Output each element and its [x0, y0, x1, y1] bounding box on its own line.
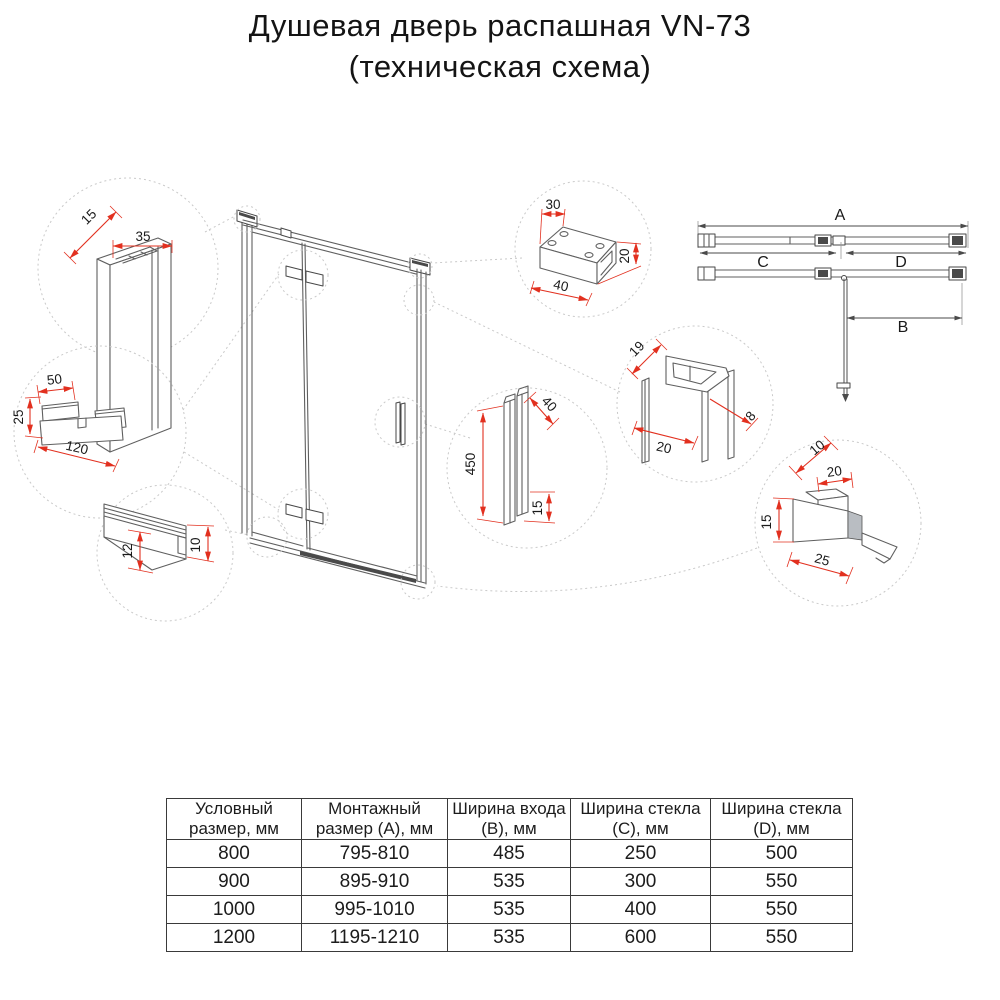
table-cell: 485	[448, 840, 571, 868]
table-cell: 550	[711, 924, 853, 952]
dim-wall-bracket-width: 30	[545, 197, 561, 212]
open-door-handle-plan	[837, 383, 850, 388]
table-cell: 400	[571, 896, 711, 924]
bottom-hinge-clamp	[286, 504, 323, 524]
dim-wall-bracket-length: 40	[552, 276, 570, 295]
plan-label-d: D	[895, 254, 907, 271]
dim-corner-clamp-tab: 20	[825, 463, 843, 481]
dim-glass-clamp-width: 50	[46, 371, 63, 388]
title-line-2: (техническая схема)	[348, 48, 652, 84]
table-header-row	[167, 799, 853, 840]
title-line-1: Душевая дверь распашная VN-73	[248, 8, 752, 43]
col-header-glass-c-width: Ширина стекла (C), мм	[571, 799, 711, 840]
table-cell: 800	[167, 840, 302, 868]
leader-lines	[183, 216, 757, 592]
plan-label-a: A	[834, 207, 846, 224]
dim-magnet-gap: 8	[742, 408, 759, 424]
table-cell: 535	[448, 896, 571, 924]
dim-corner-clamp-height: 15	[759, 514, 774, 530]
plan-view-closed	[698, 207, 968, 271]
plan-label-c: C	[757, 254, 769, 271]
table-cell: 1195-1210	[302, 924, 448, 952]
col-header-mounting-size: Монтажный размер (A), мм	[302, 799, 448, 840]
dim-bottom-profile-outer: 10	[188, 537, 203, 553]
dim-handle-depth: 40	[538, 393, 560, 415]
detail-corner-clamp	[755, 436, 921, 606]
col-header-glass-d-width: Ширина стекла (D), мм	[711, 799, 853, 840]
dim-corner-clamp-top: 10	[806, 436, 828, 459]
table-cell: 1200	[167, 924, 302, 952]
plan-label-b: B	[897, 319, 909, 336]
table-row	[167, 924, 853, 952]
top-hinge-clamp	[286, 266, 323, 286]
table-cell: 500	[711, 840, 853, 868]
detail-handle	[447, 386, 607, 548]
dim-magnet-depth: 19	[626, 338, 648, 360]
table-cell: 1000	[167, 896, 302, 924]
col-header-nominal-size: Условный размер, мм	[167, 799, 302, 840]
table-cell: 895-910	[302, 868, 448, 896]
detail-magnet-profile	[617, 326, 773, 482]
table-cell: 535	[448, 924, 571, 952]
detail-wall-bracket	[515, 181, 651, 317]
table-cell: 600	[571, 924, 711, 952]
dim-handle-width: 15	[530, 500, 545, 516]
size-table	[166, 798, 853, 952]
table-cell: 795-810	[302, 840, 448, 868]
dim-wall-profile-depth: 15	[78, 206, 100, 228]
table-row	[167, 896, 853, 924]
table-cell: 550	[711, 868, 853, 896]
table-cell: 300	[571, 868, 711, 896]
dim-corner-clamp-length: 25	[812, 550, 832, 569]
dim-bottom-profile-inner: 12	[120, 543, 135, 559]
dim-wall-bracket-height: 20	[617, 248, 632, 264]
rail-bracket-mark	[281, 228, 291, 238]
door-handle	[396, 402, 405, 445]
table-cell: 900	[167, 868, 302, 896]
plan-view-open	[698, 267, 966, 402]
dim-magnet-width: 20	[655, 438, 673, 457]
col-header-entry-width: Ширина входа (B), мм	[448, 799, 571, 840]
dim-glass-clamp-height: 25	[11, 409, 26, 425]
table-cell: 995-1010	[302, 896, 448, 924]
table-cell: 550	[711, 896, 853, 924]
table-cell: 250	[571, 840, 711, 868]
door-assembly-3d	[234, 206, 435, 599]
dim-glass-clamp-length: 120	[64, 437, 90, 458]
table-row	[167, 868, 853, 896]
table-cell: 535	[448, 868, 571, 896]
dim-handle-height: 450	[463, 452, 478, 476]
table-row	[167, 840, 853, 868]
dim-wall-profile-width: 35	[135, 229, 151, 244]
detail-bottom-profile	[97, 485, 233, 621]
